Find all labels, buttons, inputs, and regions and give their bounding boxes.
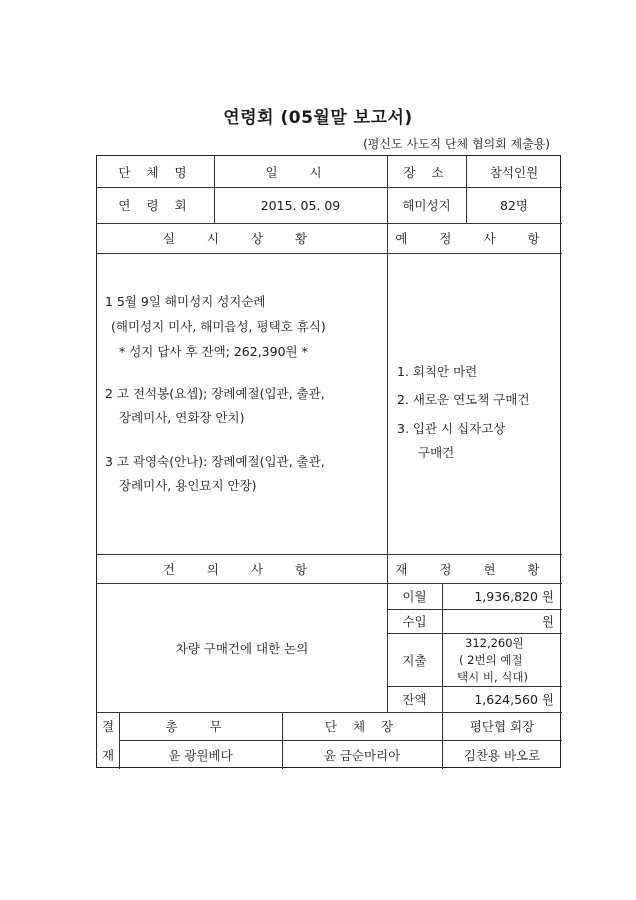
rule [97,253,562,254]
document-subtitle: (평신도 사도직 단체 협의회 제출용) [363,137,550,151]
plans-header: 예 정 사 항 [395,231,554,246]
info-attendees: 82명 [500,198,528,213]
name-council-president: 김찬용 바오로 [463,747,541,763]
name-group-head: 윤 금순마리아 [323,747,401,763]
expense-line: ( 2번의 예절 [459,653,523,667]
plan-line: 구매건 [418,445,455,460]
info-place: 해미성지 [402,198,451,213]
info-date: 2015. 05. 09 [260,197,341,213]
activity-line: 1 5월 9일 해미성지 성지순례 [105,294,266,309]
discussion-text: 차량 구매건에 대한 논의 [175,640,309,656]
expense-line: 택시 비, 식대) [457,670,528,684]
role-council-president: 평단협 회장 [469,719,535,734]
carryover-value: 1,936,820 원 [474,589,554,604]
activity-line: 3 고 곽영숙(안나): 장례예절(입관, 출관, [105,454,325,469]
carryover-label: 이월 [402,589,427,604]
info-group: 연 령 회 [118,198,193,213]
header-group: 단 체 명 [118,164,193,180]
name-secretary: 윤 광원베다 [168,747,233,763]
approval-side-bottom: 재 [101,747,115,763]
header-attendees: 참석인원 [489,164,539,180]
plan-line: 2. 새로운 연도책 구매건 [397,392,530,407]
activity-line: 2 고 전석봉(요셉); 장례예절(입관, 출관, [105,386,325,401]
expense-label: 지출 [402,652,427,668]
report-table [96,155,561,768]
discussion-header: 건 의 사 항 [162,561,322,577]
expense-line: 312,260원 [465,636,524,650]
activity-line: 장례미사, 연화장 안치) [119,410,245,425]
activities-header: 실 시 상 황 [162,231,322,246]
activity-line: * 성지 답사 후 잔액; 262,390원 * [119,344,308,359]
plan-line: 3. 입관 시 십자고상 [397,421,506,436]
document-title: 연령회 (05월말 보고서) [223,108,413,128]
role-group-head: 단 체 장 [324,719,400,734]
activity-line: (해미성지 미사, 해미읍성, 평택호 휴식) [111,319,326,334]
header-place: 장 소 [403,164,450,180]
plan-line: 1. 회칙안 마련 [397,364,478,379]
income-label: 수입 [402,614,427,629]
finance-header: 재 정 현 황 [395,561,554,577]
balance-label: 잔액 [402,692,427,707]
balance-value: 1,624,560 원 [474,692,554,707]
approval-side-top: 결 [101,719,115,734]
header-date: 일 시 [265,164,336,180]
income-value: 원 [541,614,554,629]
activity-line: 장례미사, 용인묘지 안장) [119,478,257,493]
role-secretary: 총 무 [165,719,236,734]
